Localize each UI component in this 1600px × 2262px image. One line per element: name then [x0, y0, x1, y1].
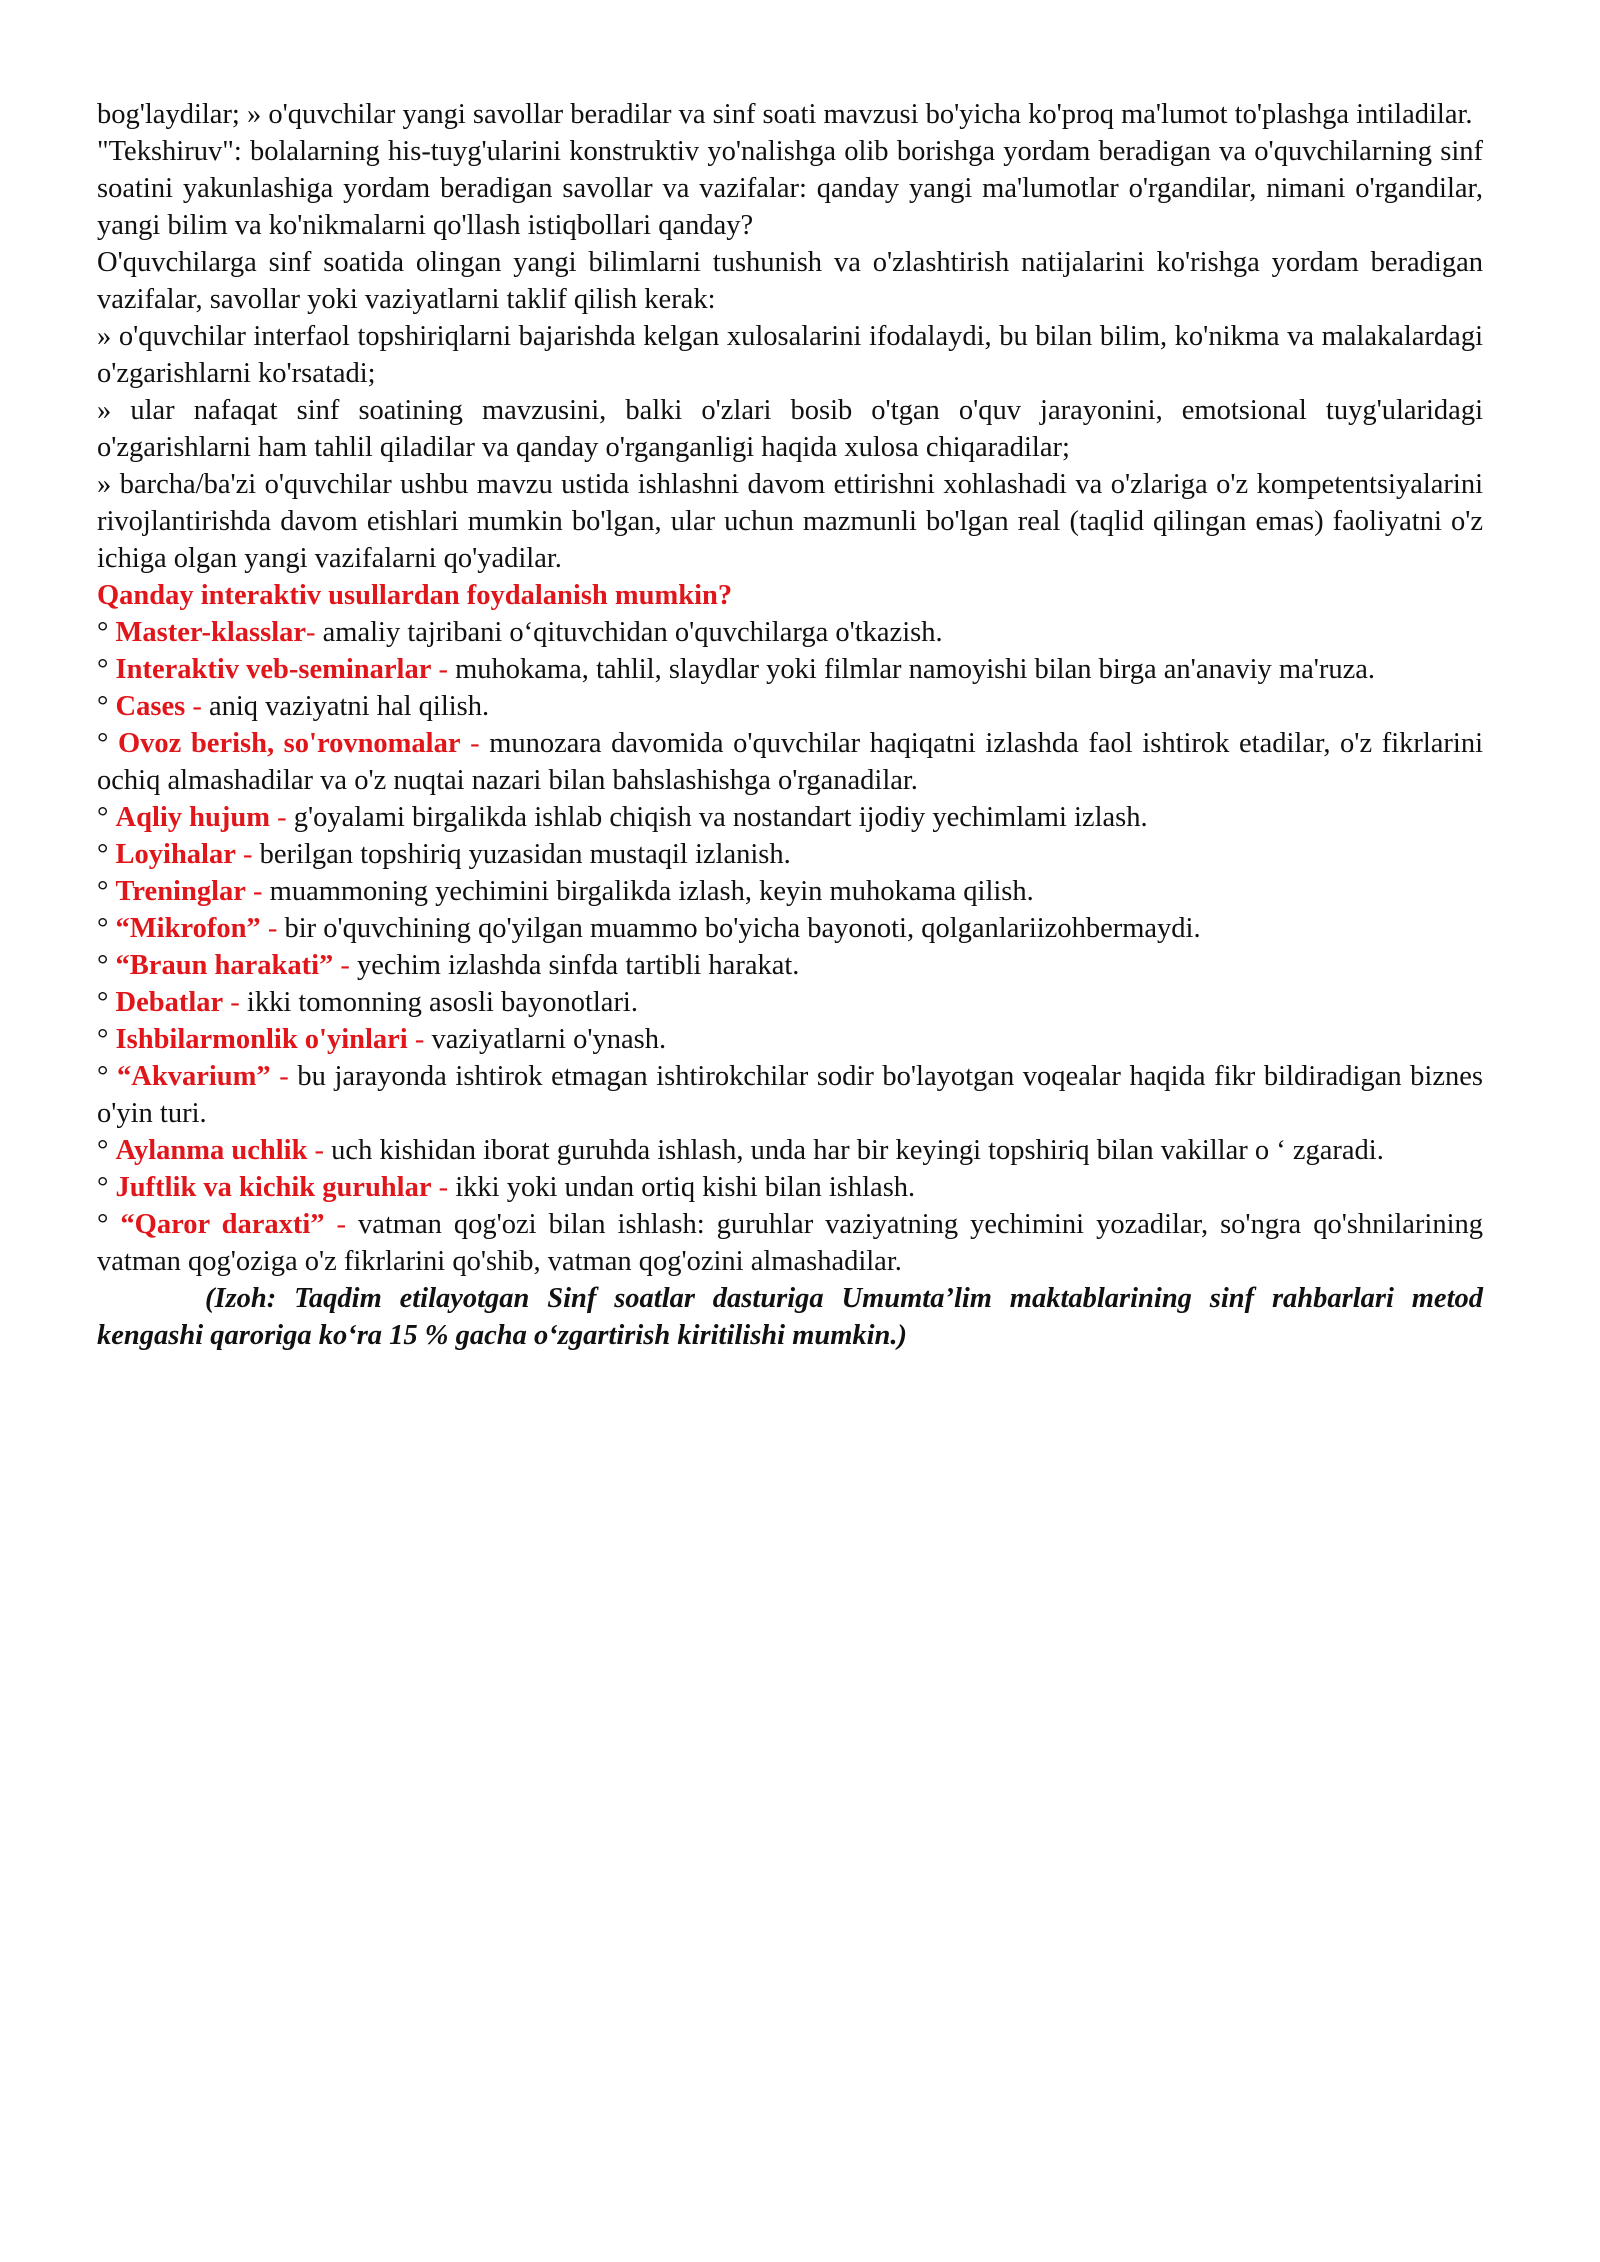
method-term: “Qaror daraxti” — [120, 1209, 325, 1240]
method-term: Ishbilarmonlik o'yinlari — [115, 1024, 408, 1055]
method-separator: - — [245, 876, 263, 907]
paragraph-point-new-tasks: » barcha/ba'zi o'quvchilar ushbu mavzu ustida ishlashni davom ettirishni xohlashadi va o'zlariga o'z kompetentsiyalarini rivojlantirishda davom etishlari mumkin bo'lgan, ular uchun mazmunli bo'lgan real (taqlid qilingan emas) faoliyatni o'z ichiga olgan yangi vazifalarni qo'yadilar. — [97, 469, 1483, 574]
method-description: muhokama, tahlil, slaydlar yoki filmlar namoyishi bilan birga an'anaviy ma'ruza. — [447, 654, 1376, 685]
methods-list — [97, 614, 1483, 1280]
method-separator: - — [185, 691, 202, 722]
method-term: Ovoz berish, so'rovnomalar — [118, 728, 461, 759]
method-term: “Akvarium” — [117, 1061, 271, 1092]
method-term: Treninglar — [115, 876, 246, 907]
bullet-icon: ° — [97, 876, 109, 907]
method-description: ikki tomonning asosli bayonotlari. — [239, 987, 638, 1018]
method-description: bu jarayonda ishtirok etmagan ishtirokchilar sodir bo'layotgan voqealar haqida fikr bildiradigan biznes o'yin turi. — [97, 1061, 1483, 1129]
method-separator: - — [333, 950, 350, 981]
method-item — [97, 1021, 1483, 1058]
method-term: Cases — [115, 691, 186, 722]
method-item — [97, 614, 1483, 651]
method-item — [97, 799, 1483, 836]
paragraph-intro: bog'laydilar; » o'quvchilar yangi savollar beradilar va sinf soati mavzusi bo'yicha ko'proq ma'lumot to'plashga intiladilar. — [97, 99, 1473, 130]
method-item — [97, 873, 1483, 910]
method-item — [97, 1058, 1483, 1132]
method-term: Interaktiv veb-seminarlar — [115, 654, 432, 685]
method-description: yechim izlashda sinfda tartibli harakat. — [349, 950, 800, 981]
method-separator: - — [431, 1172, 449, 1203]
paragraph-point-analysis: » ular nafaqat sinf soatining mavzusini, balki o'zlari bosib o'tgan o'quv jarayonini, emotsional tuyg'ularidagi o'zgarishlarni ham tahlil qiladilar va qanday o'rganganligi haqida xulosa chiqaradilar; — [97, 395, 1483, 463]
method-separator: - — [324, 1209, 346, 1240]
method-term: Loyihalar — [115, 839, 236, 870]
bullet-icon: ° — [97, 987, 109, 1018]
method-description: vaziyatlarni o'ynash. — [424, 1024, 667, 1055]
method-separator: - — [260, 913, 278, 944]
method-item — [97, 947, 1483, 984]
method-description: muammoning yechimini birgalikda izlash, keyin muhokama qilish. — [262, 876, 1034, 907]
method-description: uch kishidan iborat guruhda ishlash, unda har bir keyingi topshiriq bilan vakillar o ‘ zgaradi. — [324, 1135, 1384, 1166]
method-term: Debatlar — [115, 987, 224, 1018]
method-description: bir o'quvchining qo'yilgan muammo bo'yicha bayonoti, qolganlariizohbermaydi. — [277, 913, 1201, 944]
method-item — [97, 688, 1483, 725]
method-description: vatman qog'ozi bilan ishlash: guruhlar vaziyatning yechimini yozadilar, so'ngra qo'shnilarining vatman qog'oziga o'z fikrlarini qo'shib, vatman qog'ozini almashadilar. — [97, 1209, 1483, 1277]
method-description: amaliy tajribani o‘qituvchidan o'quvchilarga o'tkazish. — [315, 617, 943, 648]
methods-heading: Qanday interaktiv usullardan foydalanish mumkin? — [97, 580, 733, 611]
method-separator: - — [407, 1024, 425, 1055]
method-separator: - — [431, 654, 448, 685]
method-description: aniq vaziyatni hal qilish. — [201, 691, 490, 722]
method-separator: - — [269, 802, 287, 833]
bullet-icon: ° — [97, 1209, 109, 1240]
bullet-icon: ° — [97, 1135, 109, 1166]
method-item — [97, 910, 1483, 947]
paragraph-tasks: O'quvchilarga sinf soatida olingan yangi bilimlarni tushunish va o'zlashtirish natijalarini ko'rishga yordam beradigan vazifalar, savollar yoki vaziyatlarni taklif qilish kerak: — [97, 247, 1483, 315]
method-separator: - — [306, 617, 316, 648]
bullet-icon: ° — [97, 839, 109, 870]
method-description: ikki yoki undan ortiq kishi bilan ishlash. — [448, 1172, 916, 1203]
method-term: Juftlik va kichik guruhlar — [115, 1172, 432, 1203]
paragraph-tekshiruv: "Tekshiruv": bolalarning his-tuyg'ularini konstruktiv yo'nalishga olib borishga yordam beradigan va o'quvchilarning sinf soatini yakunlashiga yordam beradigan savollar va vazifalar: qanday yangi ma'lumotlar o'rgandilar, nimani o'rgandilar, yangi bilim va ko'nikmalarni qo'llash istiqbollari qanday? — [97, 136, 1483, 241]
method-description: munozara davomida o'quvchilar haqiqatni izlashda faol ishtirok etadilar, o'z fikrlarini ochiq almashadilar va o'z nuqtai nazari bilan bahslashishga o'rganadilar. — [97, 728, 1483, 796]
method-term: Aqliy hujum — [115, 802, 270, 833]
method-separator: - — [460, 728, 480, 759]
method-separator: - — [307, 1135, 325, 1166]
method-item — [97, 1132, 1483, 1169]
footnote-izoh: (Izoh: Taqdim etilayotgan Sinf soatlar dasturiga Umumta’lim maktablarining sinf rahbarlari metod kengashi qaroriga ko‘ra 15 % gacha o‘zgartirish kiritilishi mumkin.) — [97, 1283, 1483, 1351]
bullet-icon: ° — [97, 950, 109, 981]
method-separator: - — [235, 839, 253, 870]
method-item — [97, 651, 1483, 688]
method-separator: - — [223, 987, 240, 1018]
bullet-icon: ° — [97, 617, 109, 648]
bullet-icon: ° — [97, 654, 109, 685]
bullet-icon: ° — [97, 802, 109, 833]
bullet-icon: ° — [97, 1172, 109, 1203]
method-item — [97, 725, 1483, 799]
document-page — [97, 96, 1483, 1354]
bullet-icon: ° — [97, 691, 109, 722]
method-item — [97, 1206, 1483, 1280]
bullet-icon: ° — [97, 728, 109, 759]
bullet-icon: ° — [97, 913, 109, 944]
method-description: berilgan topshiriq yuzasidan mustaqil izlanish. — [252, 839, 791, 870]
method-item — [97, 984, 1483, 1021]
method-term: Aylanma uchlik — [115, 1135, 308, 1166]
bullet-icon: ° — [97, 1024, 109, 1055]
method-term: “Braun harakati” — [115, 950, 334, 981]
method-item — [97, 836, 1483, 873]
paragraph-point-conclusions: » o'quvchilar interfaol topshiriqlarni bajarishda kelgan xulosalarini ifodalaydi, bu bilan bilim, ko'nikma va malakalardagi o'zgarishlarni ko'rsatadi; — [97, 321, 1483, 389]
method-term: Master-klasslar — [115, 617, 307, 648]
method-term: “Mikrofon” — [115, 913, 261, 944]
method-description: g'oyalami birgalikda ishlab chiqish va nostandart ijodiy yechimlami izlash. — [286, 802, 1148, 833]
method-separator: - — [270, 1061, 289, 1092]
method-item — [97, 1169, 1483, 1206]
bullet-icon: ° — [97, 1061, 109, 1092]
